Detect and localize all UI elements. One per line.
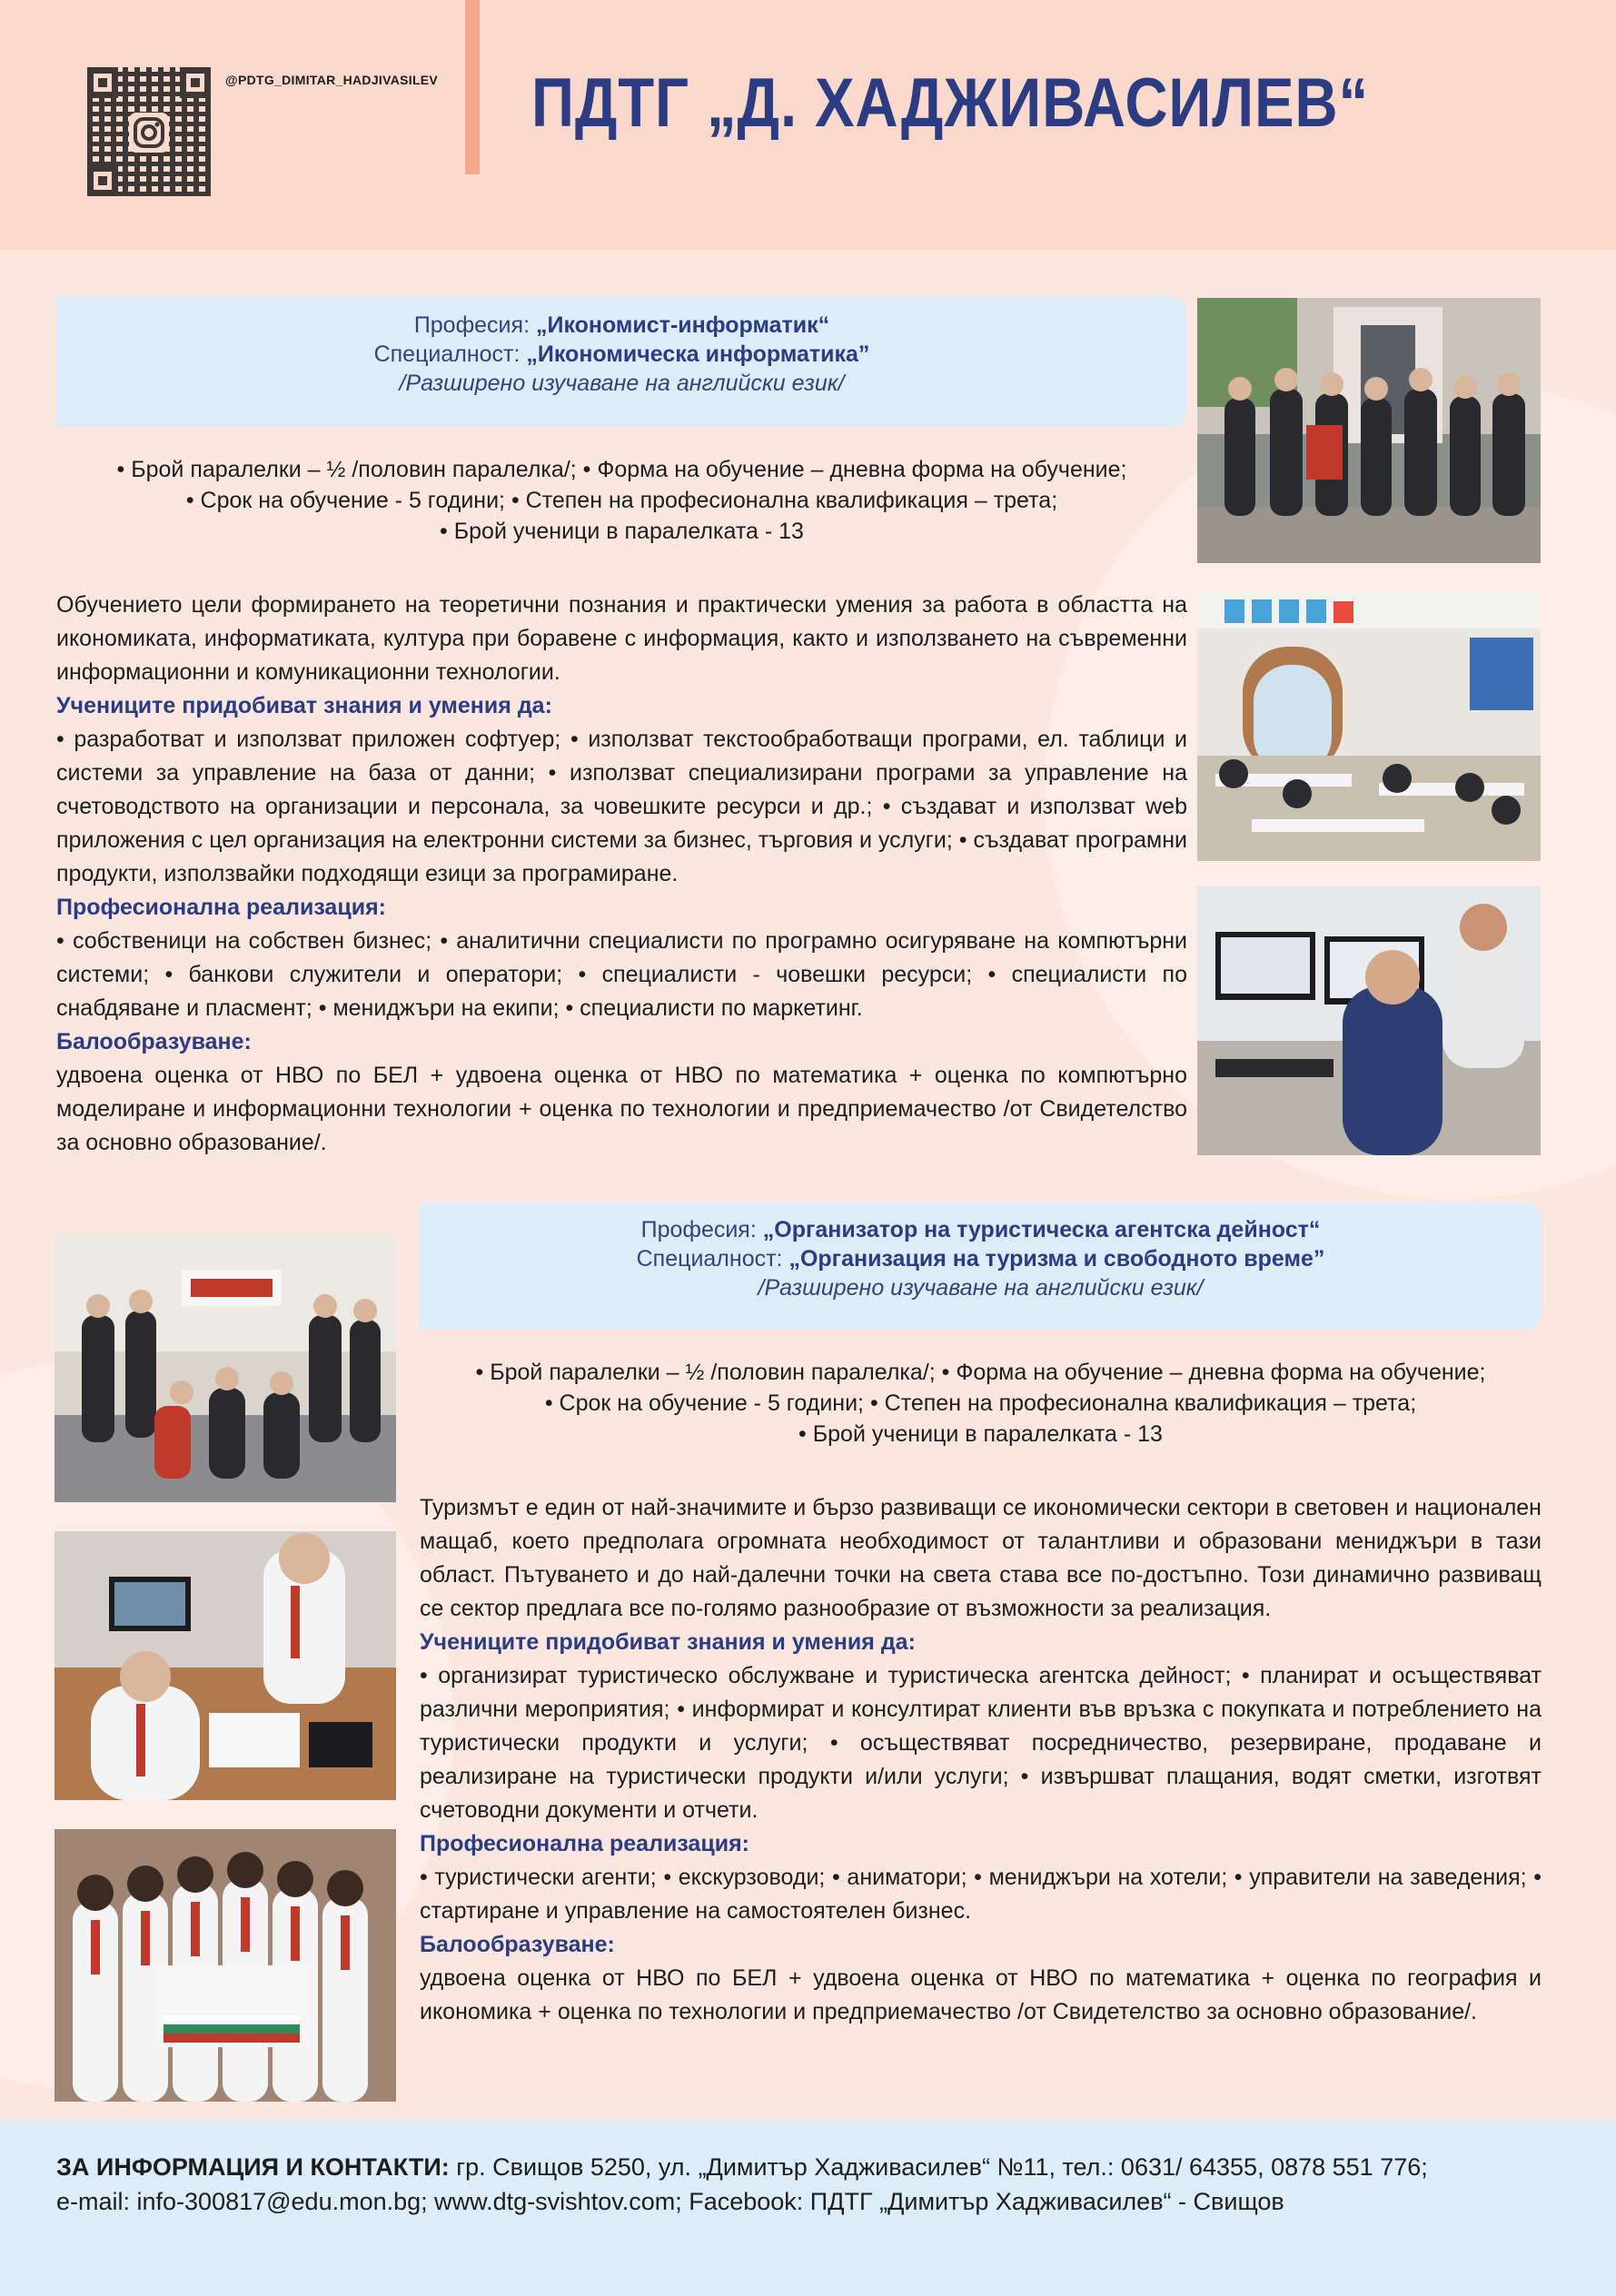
section1-skills: • разработват и използват приложен софтуер; • използват текстообработващи програми, ел. таблици и системи за управление на база от данни; • използват специализирани програми за управление на счетоводството на организации и персонала, за човешките ресурси и др.; • създават и използват web приложения с цел организация на електронни системи за бизнес, търговия и услуги; • създават програмни продукти, използвайки подходящи езици за програмиране. <box>56 727 1187 886</box>
photo-reception-desk <box>55 1531 396 1800</box>
footer-online[interactable]: e-mail: info-300817@edu.mon.bg; www.dtg-svishtov.com; Facebook: ПДТГ „Димитър Хадживасилев“ - Свищов <box>56 2188 1284 2215</box>
section2-skills-heading: Учениците придобиват знания и умения да: <box>420 1629 916 1655</box>
photo-students-entrance <box>1197 298 1541 563</box>
section2-body <box>420 1491 1542 2029</box>
section2-skills: • организират туристическо обслужване и туристическа агентска дейност; • планират и осъществяват различни мероприятия; • информират и консултират клиенти във връзка с покупката и потреблението на туристически продукти и услуги; • осъществяват посредничество, резервиране, продаване и реализиране на туристически продукти и/или услуги; • извършват плащания, водят сметки, изготвят счетоводни документи и отчети. <box>420 1663 1542 1823</box>
section2-intro: Туризмът е един от най-значимите и бързо развиващи се икономически сектори в световен и национален мащаб, което предполага огромната необходимост от талантливи и образовани мениджъри в тази област. Пътуването и до най-далечни точки на света става все по-достъпно. Този динамично развиващ се сектор предлага все по-голямо разнообразие от възможности за реализация. <box>420 1495 1542 1621</box>
section1-facts: • Брой паралелки – ½ /половин паралелка/; • Форма на обучение – дневна форма на обучение; • Срок на обучение - 5 години; • Степен на професионална квалификация – трета; • Брой ученици в паралелката - 13 <box>116 457 1127 544</box>
section1-intro: Обучението цели формирането на теоретични познания и практически умения за работа в областта на икономиката, информатиката, култура при боравене с информация, както и използването на съвременни информационни и комуникационни технологии. <box>56 592 1187 685</box>
section2-career-heading: Професионална реализация: <box>420 1831 749 1856</box>
section2-specialty: Специалност: „Организация на туризма и свободното време” <box>636 1246 1325 1272</box>
section1-specialty: Специалност: „Икономическа информатика” <box>373 341 870 367</box>
photo-students-uniform <box>55 1829 396 2102</box>
section2-scoring-heading: Балообразуване: <box>420 1932 615 1957</box>
section2-banner <box>420 1202 1542 1330</box>
footer-band <box>0 2121 1616 2296</box>
section2-note: /Разширено изучаване на английски език/ <box>758 1275 1204 1301</box>
section1-note: /Разширено изучаване на английски език/ <box>399 371 845 396</box>
accent-bar <box>465 0 480 174</box>
section1-scoring-heading: Балообразуване: <box>56 1029 252 1054</box>
section1-body <box>56 589 1187 1160</box>
instagram-icon <box>129 113 169 153</box>
section1-skills-heading: Учениците придобиват знания и умения да: <box>56 693 552 718</box>
photo-computer-lab <box>1197 886 1541 1155</box>
footer-address: гр. Свищов 5250, ул. „Димитър Хадживасилев“ №11, тел.: 0631/ 64355, 0878 551 776; <box>449 2153 1428 2181</box>
section2-career: • туристически агенти; • екскурзоводи; • аниматори; • мениджъри на хотели; • управители на заведения; • стартиране и управление на самостоятелен бизнес. <box>420 1865 1542 1924</box>
section1-career-heading: Професионална реализация: <box>56 895 386 920</box>
section1-profession: Професия: „Икономист-информатик“ <box>413 312 830 338</box>
instagram-handle[interactable]: @PDTG_DIMITAR_HADJIVASILEV <box>225 73 439 87</box>
school-title: ПДТГ „Д. ХАДЖИВАСИЛЕВ“ <box>531 64 1370 142</box>
photo-stem-classroom <box>1197 592 1541 861</box>
section1-banner <box>56 296 1187 427</box>
section2-facts: • Брой паралелки – ½ /половин паралелка/; • Форма на обучение – дневна форма на обучение; • Срок на обучение - 5 години; • Степен на професионална квалификация – трета; • Брой ученици в паралелката - 13 <box>475 1360 1486 1447</box>
section2-scoring: удвоена оценка от НВО по БЕЛ + удвоена оценка от НВО по математика + оценка по география и икономика + оценка по технологии и предприемачество /от Свидетелство за основно образование/. <box>420 1965 1542 2024</box>
photo-travel-agency-visit <box>55 1233 396 1502</box>
section1-scoring: удвоена оценка от НВО по БЕЛ + удвоена оценка от НВО по математика + оценка по компютърно моделиране и информационни технологии + оценка по технологии и предприемачество /от Свидетелство за основно образование/. <box>56 1063 1187 1155</box>
footer-contacts <box>56 2150 1564 2219</box>
qr-code[interactable] <box>87 67 211 196</box>
footer-label: ЗА ИНФОРМАЦИЯ И КОНТАКТИ: <box>56 2153 450 2181</box>
section1-career: • собственици на собствен бизнес; • аналитични специалисти по програмно осигуряване на компютърни системи; • банкови служители и оператори; • специалисти - човешки ресурси; • специалисти по снабдяване и пласмент; • мениджъри на екипи; • специалисти по маркетинг. <box>56 928 1187 1021</box>
section2-profession: Професия: „Организатор на туристическа агентска дейност“ <box>640 1217 1321 1242</box>
